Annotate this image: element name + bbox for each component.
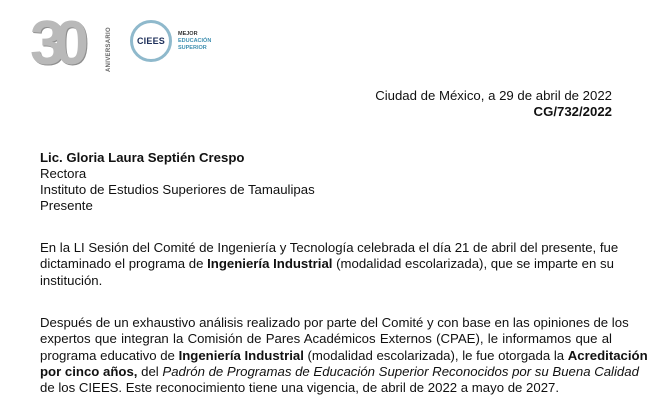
ciees-seal [130,20,172,62]
p2-line-3 [40,348,648,363]
p2-line-5: de los CIEES. Este reconocimiento tiene una vigencia, de abril de 2022 a mayo de 2027. [40,380,560,395]
program-name: Ingeniería Industrial [207,256,333,271]
p2-line-4 [40,364,639,379]
place-date: Ciudad de México, a 29 de abril de 2022 [375,88,612,103]
greeting: Presente [40,198,93,213]
p2-line-1: Después de un exhaustivo análisis realizado por parte del Comité y con base en las opiniones de los [40,315,629,330]
text: dictaminado el programa de [40,256,208,271]
tagline-1: MEJOR [178,31,198,37]
ciees-brand: CIEES [136,36,165,46]
recipient-name: Lic. Gloria Laura Septién Crespo [40,150,245,165]
tagline-3: SUPERIOR [178,45,207,51]
accreditation-duration: por cinco años, [40,364,138,379]
text: programa educativo de [40,348,179,363]
ciees-30-aniversario-logo [28,9,212,78]
p2-line-2: expertos que integran la Comisión de Pares Académicos Externos (CPAE), le informamos que al [40,331,612,346]
logo-30: 30 [30,9,79,78]
reference-number: CG/732/2022 [533,104,612,119]
text: del [137,364,163,379]
text: (modalidad escolarizada), que se imparte en su [332,256,614,271]
program-name: Ingeniería Industrial [178,348,304,363]
p1-line-3: institución. [40,273,103,288]
tagline-2: EDUCACIÓN [178,38,212,44]
p1-line-2 [40,256,612,271]
logo-aniversario: ANIVERSARIO [106,27,112,72]
p1-line-1: En la LI Sesión del Comité de Ingeniería y Tecnología celebrada el día 21 de abril del presente, fue [40,240,619,255]
padron-name: Padrón de Programas de Educación Superior Reconocidos por su Buena Calidad [162,364,639,379]
recipient-institution: Instituto de Estudios Superiores de Tamaulipas [40,182,315,197]
text: (modalidad escolarizada), le fue otorgada la [303,348,568,363]
recipient-position: Rectora [40,166,87,181]
logo-tagline [178,31,211,52]
accreditation: Acreditación [567,348,648,363]
